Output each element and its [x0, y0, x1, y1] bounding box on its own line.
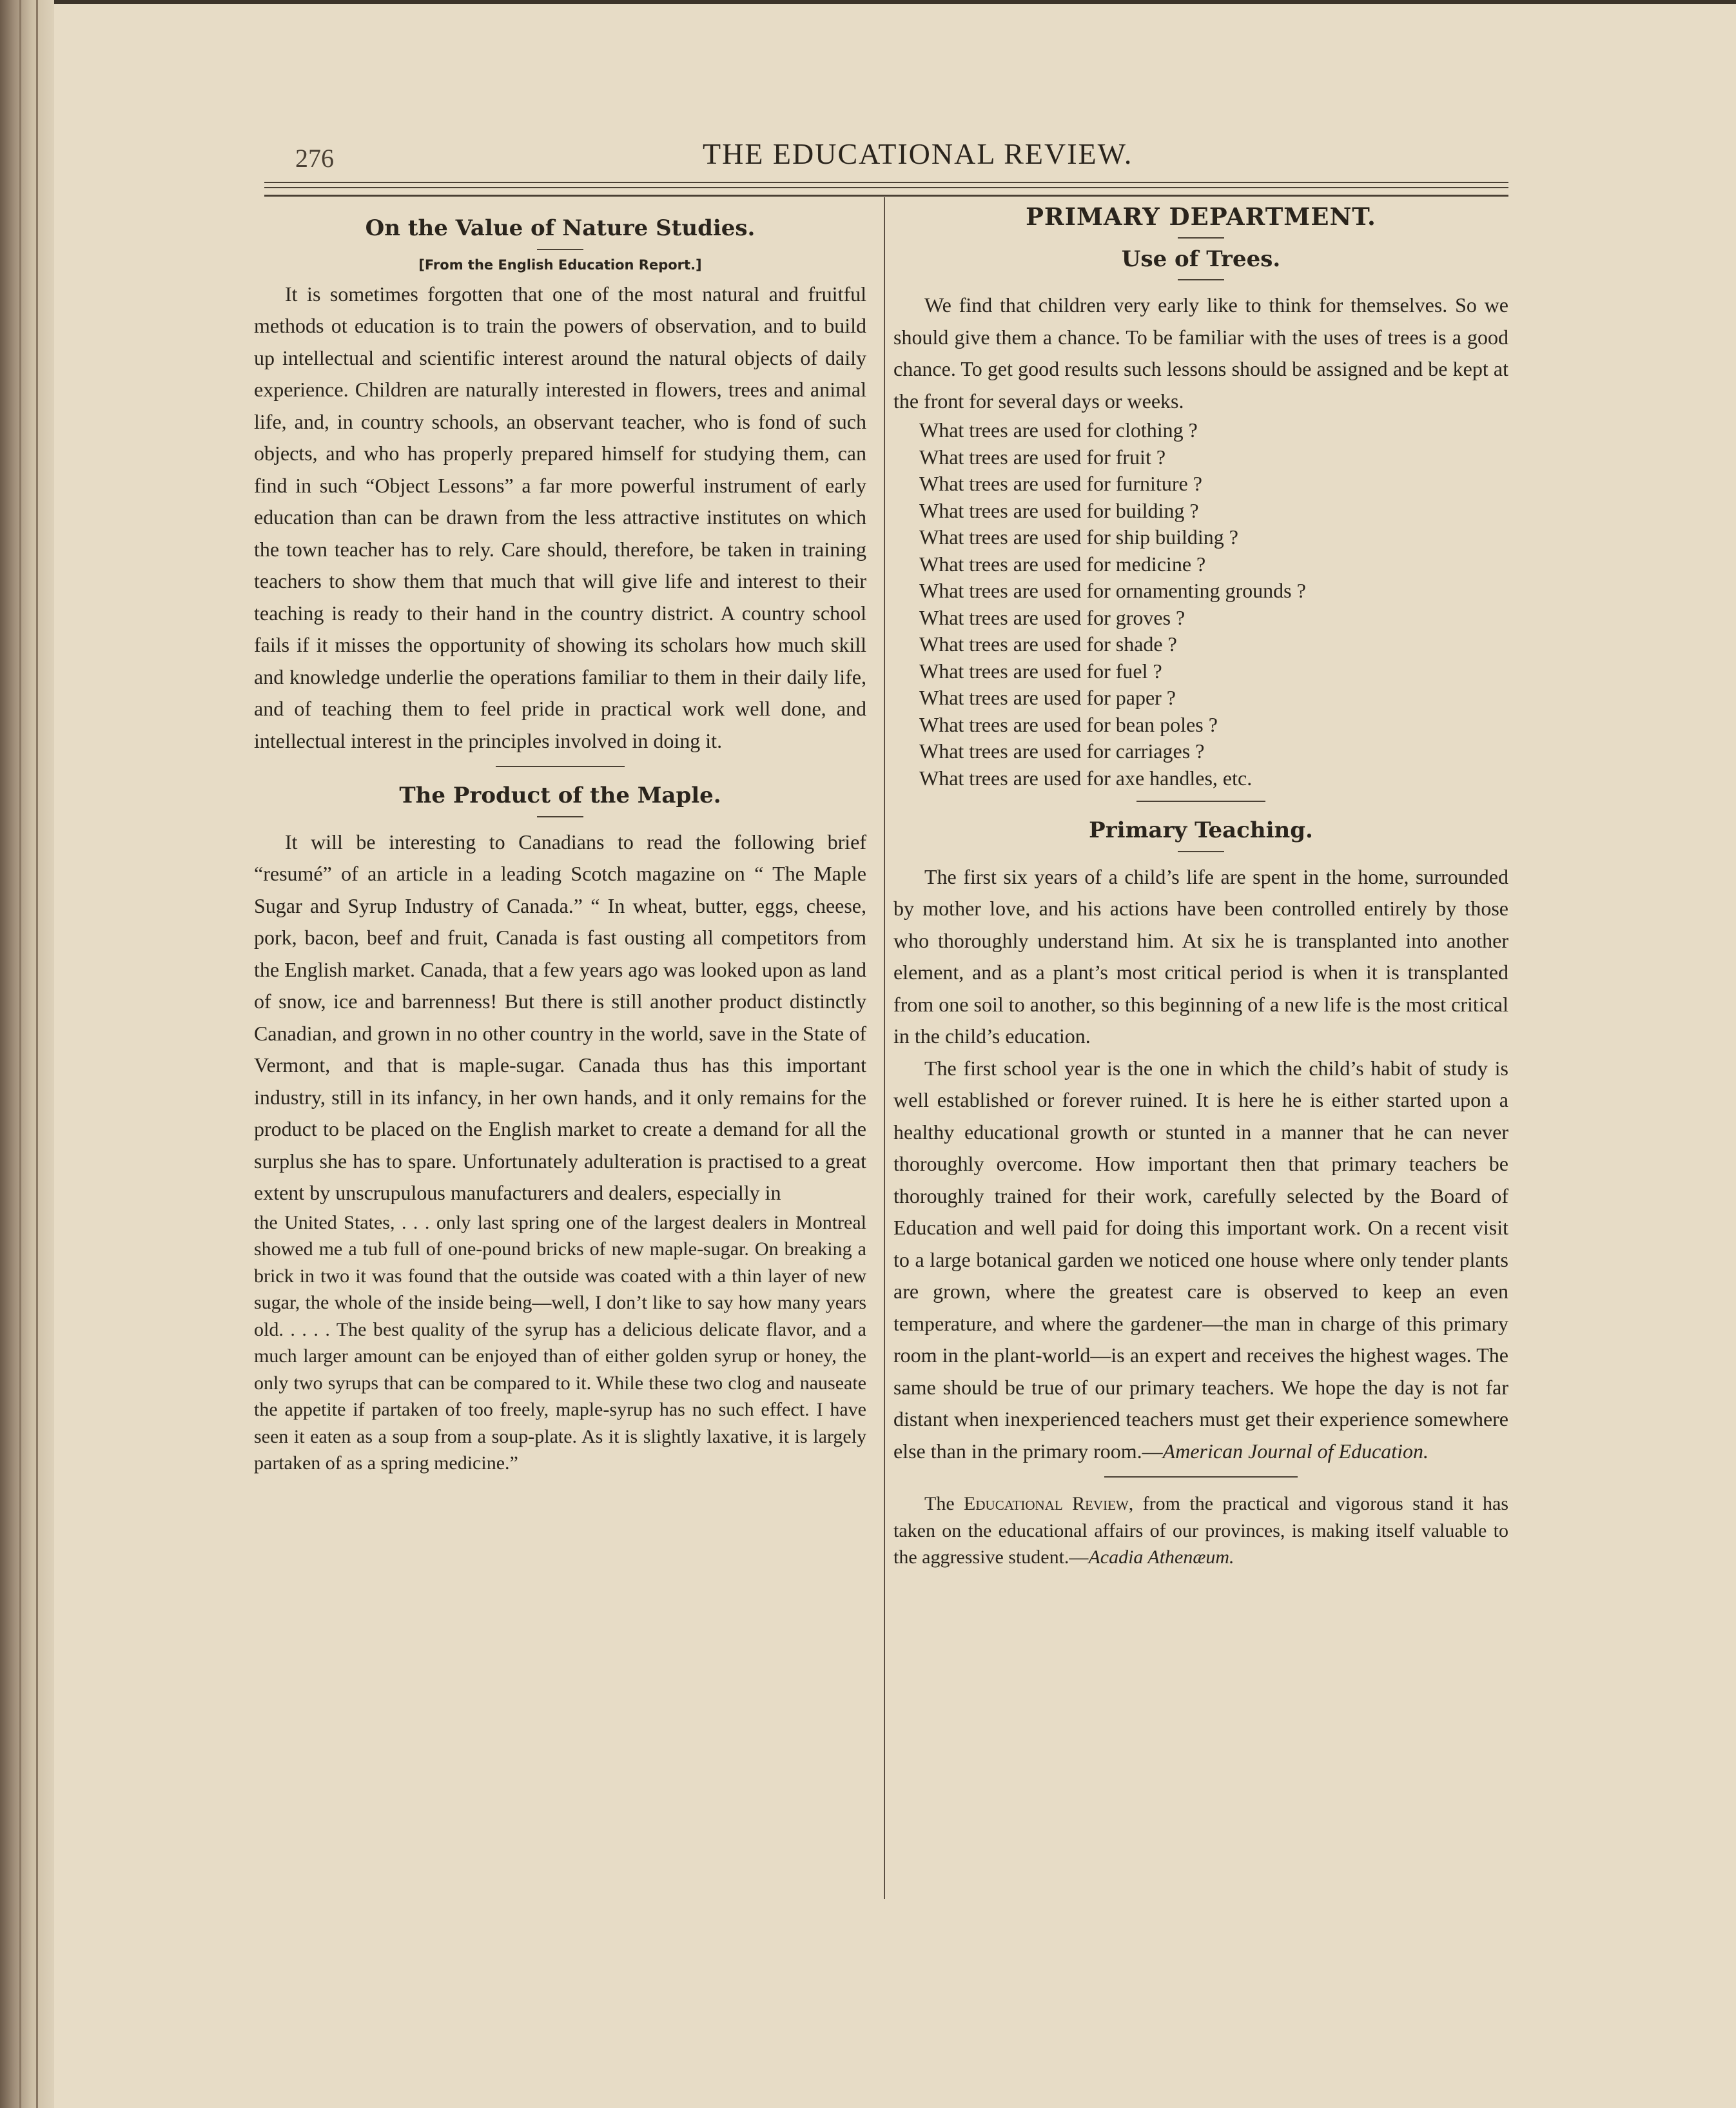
article-paragraph: We find that children very early like to think for themselves. So we should give them a chance. To be familiar with the uses of trees is a good chance. To get good results such lessons should be assigned and be kept at the front for several days or weeks.	[893, 293, 1508, 413]
journal-name: Educational Review	[964, 1493, 1129, 1514]
article-title: Use of Trees.	[1121, 246, 1281, 272]
article-paragraph	[893, 1053, 1508, 1468]
question-item: What trees are used for ornamenting grounds ?	[919, 579, 1306, 602]
section-divider	[496, 766, 625, 767]
attribution: Acadia Athenæum.	[1088, 1547, 1234, 1568]
question-item: What trees are used for medicine ?	[919, 552, 1206, 576]
right-column	[893, 201, 1508, 1571]
header-rule	[264, 187, 1508, 188]
left-column	[254, 213, 866, 1477]
article-paragraph: It is sometimes forgotten that one of the most natural and fruitful methods ot education is to train the powers of observation, and to build up intellectual and scientific interest around the natural objects of daily experience. Children are naturally interested in flowers, trees and animal life, and, in country schools, an observant teacher, who is fond of such objects, and who has properly prepared himself for studying them, can find in such “Object Lessons” a far more powerful instrument of early education than can be drawn from the less attractive institutes on which the town teacher has to rely. Care should, therefore, be taken in training teachers to show them that much that will give life and interest to their teaching is ready to their hand in the country district. A country school fails if it misses the opportunity of showing its scholars how much skill and knowledge underlie the operations familiar to them in their daily life, and of teaching them to feel pride in practical work well done, and intellectual interest in the principles involved in doing it.	[254, 282, 866, 752]
department-heading: PRIMARY DEPARTMENT.	[1026, 202, 1376, 231]
article-title: On the Value of Nature Studies.	[365, 215, 756, 241]
article-title: Primary Teaching.	[1089, 817, 1313, 843]
article-paragraph: It will be interesting to Canadians to read the following brief “resumé” of an article in a leading Scotch magazine on “ The Maple Sugar and Syrup Industry of Canada.” “ In wheat, butter, eggs, cheese, pork, bacon, beef and fruit, Canada is fast ousting all competitors from the English market. Canada, that a few years ago was looked upon as land of snow, ice and barrenness! But there is still another product distinctly Canadian, and grown in no other country in the world, save in the State of Vermont, and that is maple-sugar. Canada thus has this important industry, still in its infancy, in her own hands, and it only remains for the product to be placed on the English market to create a demand for all the surplus she has to spare. Unfortunately adulteration is practised to a great extent by unscrupulous manufacturers and dealers, especially in	[254, 830, 866, 1204]
article-maple	[254, 780, 866, 1477]
question-item: What trees are used for ship building ?	[919, 525, 1238, 549]
article-title: The Product of the Maple.	[399, 783, 721, 808]
article-quote-small: the United States, . . . only last spring one of the largest dealers in Montreal showed me a tub full of one-pound bricks of new maple-sugar. On breaking a brick in two it was found that the outside was coated with a thin layer of new sugar, the whole of the inside being—well, I don’t like to say how many years old. . . . . The best quality of the syrup has a delicious delicate flavor, and a much larger amount can be enjoyed than of either golden syrup or honey, the only two syrups that can be compared to it. While these two clog and nauseate the appetite if partaken of too freely, maple-syrup has no such effect. I have seen it eaten as a soup from a soup-plate. As it is slightly laxative, it is largely partaken of as a spring medicine.”	[254, 1211, 866, 1474]
header-rule	[264, 182, 1508, 183]
attribution: American Journal of Education.	[1162, 1439, 1429, 1463]
question-item: What trees are used for building ?	[919, 498, 1199, 522]
review-note	[893, 1490, 1508, 1571]
article-nature-studies	[254, 213, 866, 757]
question-item: What trees are used for groves ?	[919, 605, 1185, 629]
note-lead: The	[924, 1493, 964, 1514]
note-text: , from the practical and vigorous stand it has taken on the educational affairs of our provinces, is making itself valuable to the aggressive student.—	[893, 1493, 1508, 1568]
question-item: What trees are used for fruit ?	[919, 445, 1166, 469]
question-item: What trees are used for carriages ?	[919, 739, 1205, 763]
question-item: What trees are used for fuel ?	[919, 659, 1162, 683]
page-top-edge	[0, 0, 1736, 4]
title-rule	[1178, 851, 1224, 852]
article-paragraph: The first six years of a child’s life are spent in the home, surrounded by mother love, and his actions have been controlled entirely by those who thoroughly understand him. At six he is transplanted into another element, and as a plant’s most critical period is when it is transplanted from one soil to another, so this beginning of a new life is the most critical in the child’s education.	[893, 864, 1508, 1048]
question-list	[893, 417, 1508, 792]
section-divider	[1136, 801, 1265, 802]
question-item: What trees are used for furniture ?	[919, 472, 1202, 495]
page-number: 276	[295, 144, 334, 173]
question-item: What trees are used for bean poles ?	[919, 712, 1218, 736]
running-title: THE EDUCATIONAL REVIEW.	[703, 137, 1133, 170]
header-rule	[264, 195, 1508, 197]
question-item: What trees are used for clothing ?	[919, 418, 1198, 442]
section-divider	[1104, 1476, 1298, 1478]
title-rule	[1178, 279, 1224, 280]
title-rule	[537, 249, 583, 250]
binding-crease	[19, 0, 21, 2108]
binding-crease	[36, 0, 38, 2108]
question-item: What trees are used for axe handles, etc.	[919, 766, 1253, 790]
note-paragraph	[893, 1490, 1508, 1571]
book-binding	[0, 0, 54, 2108]
article-source: [From the English Education Report.]	[418, 257, 702, 273]
title-rule	[1178, 237, 1224, 239]
column-divider	[884, 197, 885, 1899]
title-rule	[537, 816, 583, 817]
question-item: What trees are used for shade ?	[919, 632, 1177, 656]
question-item: What trees are used for paper ?	[919, 686, 1176, 709]
article-primary-teaching	[893, 815, 1508, 1467]
article-use-of-trees	[893, 244, 1508, 792]
paragraph-text: The first school year is the one in which the child’s habit of study is well established or forever ruined. It is here he is either started upon a healthy educational growth or stunted in a manner that he can never thoroughly overcome. How important then that primary teachers be thoroughly trained for their work, carefully selected by the Board of Education and well paid for doing this important work. On a recent visit to a large botanical garden we noticed one house where only tender plants are grown, where the greatest care is observed to keep an even temperature, and where the gardener—the man in charge of this primary room in the plant-world—is an expert and receives the highest wages. The same should be true of our primary teachers. We hope the day is not far distant when inexperienced teachers must get their experience somewhere else than in the primary room.—	[893, 1056, 1508, 1463]
